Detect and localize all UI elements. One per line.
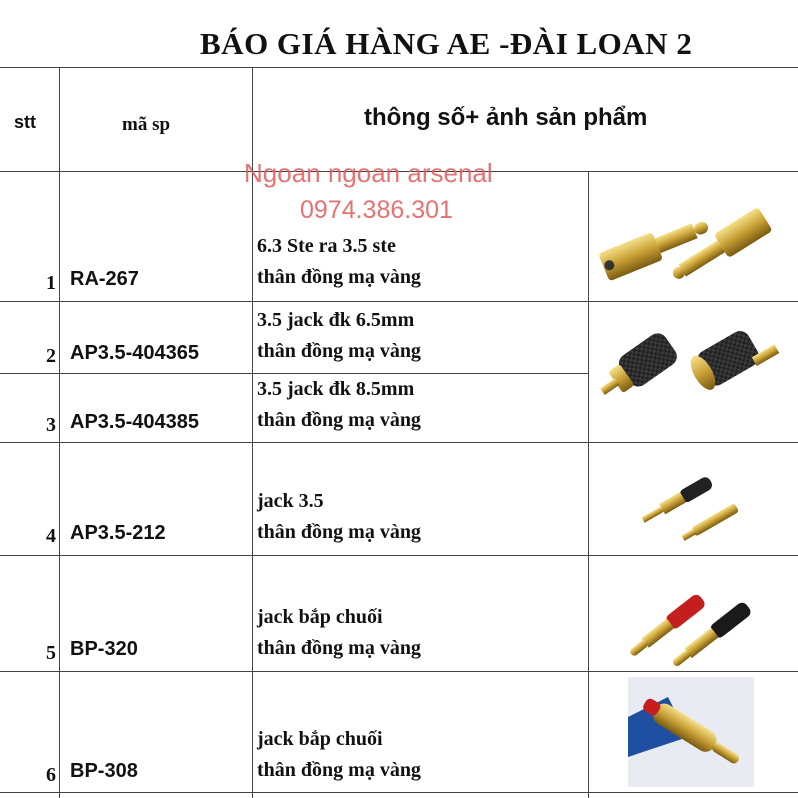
carbon-jack-photo — [592, 308, 788, 418]
banana-plug-photo — [628, 677, 754, 787]
product-spec — [257, 602, 421, 664]
spec-line: 6.3 Ste ra 3.5 ste — [257, 235, 396, 257]
product-code: AP3.5-404365 — [70, 342, 199, 364]
row-divider — [0, 792, 798, 793]
row-divider — [0, 555, 798, 556]
product-code: BP-320 — [70, 638, 138, 660]
row-divider — [0, 442, 798, 443]
row-number: 1 — [46, 272, 56, 294]
spec-line: jack bắp chuối — [257, 606, 383, 628]
product-spec — [257, 486, 421, 548]
row-number: 5 — [46, 642, 56, 664]
row-number: 4 — [46, 525, 56, 547]
product-spec — [257, 374, 421, 436]
row-number: 6 — [46, 764, 56, 786]
spec-line: 3.5 jack đk 8.5mm — [257, 378, 415, 400]
product-spec — [257, 305, 421, 367]
row-number: 2 — [46, 345, 56, 367]
spec-line: thân đồng mạ vàng — [257, 521, 421, 543]
header-stt: stt — [14, 112, 36, 132]
spec-line: 3.5 jack đk 6.5mm — [257, 309, 415, 331]
jack-3.5-photo — [620, 450, 760, 550]
page-title: BÁO GIÁ HÀNG AE -ĐÀI LOAN 2 — [200, 26, 693, 61]
product-code: BP-308 — [70, 760, 138, 782]
spec-line: thân đồng mạ vàng — [257, 759, 421, 781]
spec-line: thân đồng mạ vàng — [257, 637, 421, 659]
product-code: RA-267 — [70, 268, 139, 290]
spec-line: thân đồng mạ vàng — [257, 266, 421, 288]
gold-adapter-photo — [592, 178, 792, 296]
col-divider — [588, 171, 589, 798]
banana-plug-red-black-photo — [618, 560, 768, 668]
spec-line: jack bắp chuối — [257, 728, 383, 750]
table-top-border — [0, 67, 798, 68]
row-divider — [0, 301, 798, 302]
watermark-phone: 0974.386.301 — [300, 196, 453, 224]
watermark-shop-name: Ngoan ngoan arsenal — [244, 158, 493, 188]
product-spec — [257, 724, 421, 786]
row-divider — [0, 671, 798, 672]
spec-line: thân đồng mạ vàng — [257, 409, 421, 431]
spec-line: jack 3.5 — [257, 490, 324, 512]
product-code: AP3.5-404385 — [70, 411, 199, 433]
product-spec — [257, 231, 421, 293]
row-number: 3 — [46, 414, 56, 436]
header-product-code: mã sp — [122, 114, 171, 135]
product-code: AP3.5-212 — [70, 522, 166, 544]
col-divider — [59, 67, 60, 798]
spec-line: thân đồng mạ vàng — [257, 340, 421, 362]
header-specs: thông số+ ảnh sản phẩm — [364, 104, 648, 131]
